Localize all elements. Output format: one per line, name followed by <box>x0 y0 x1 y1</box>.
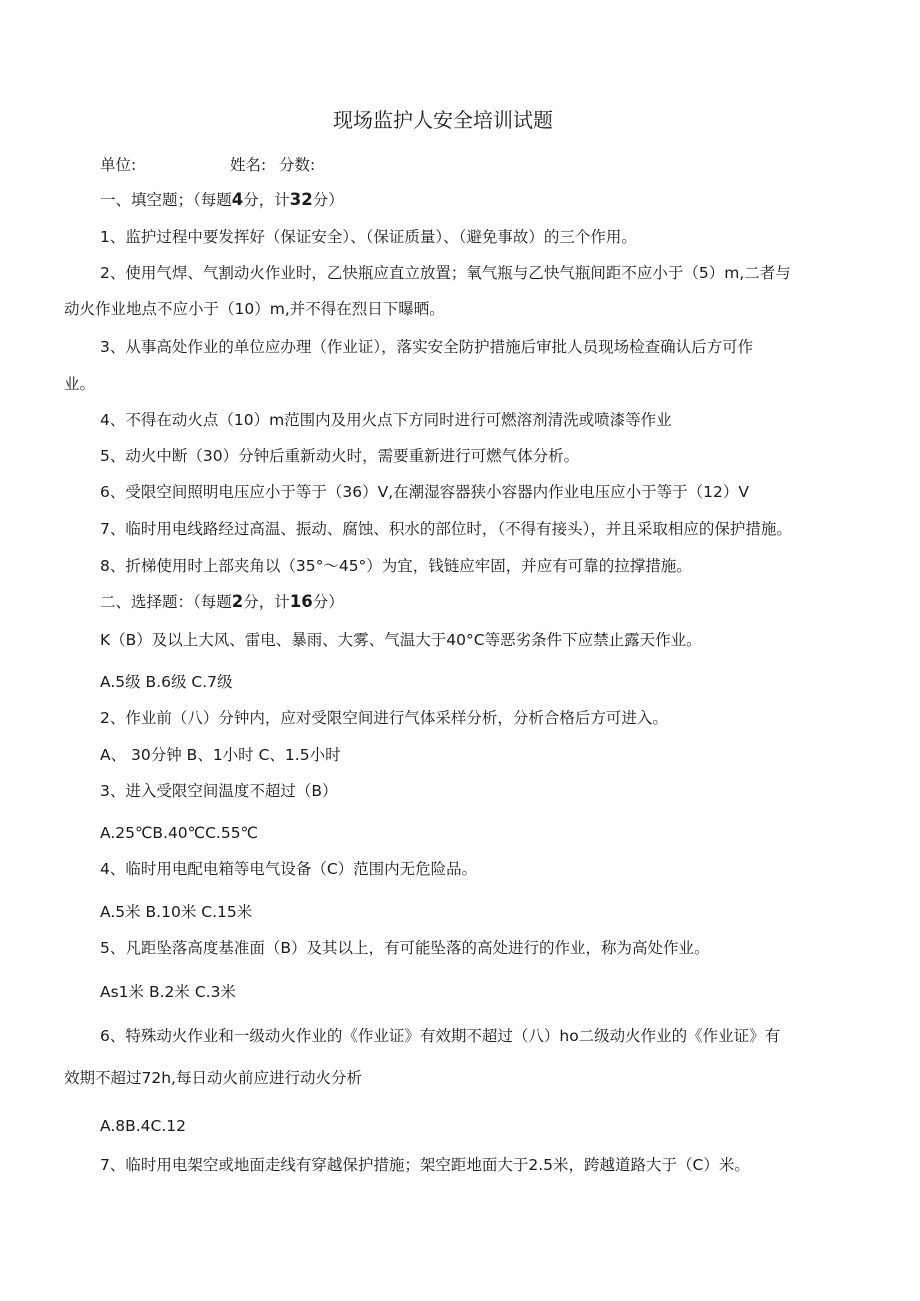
section-heading-choice <box>100 591 344 613</box>
options-line: A.5级 B.6级 C.7级 <box>100 673 233 691</box>
heading-post: 分） <box>312 191 344 209</box>
question-line: 3、从事高处作业的单位应办理（作业证），落实安全防护措施后审批人员现场检查确认后方可作 <box>100 338 754 356</box>
question-line: 5、凡距坠落高度基准面（B）及其以上，有可能坠落的高处进行的作业，称为高处作业。 <box>100 939 710 957</box>
points-total: 32 <box>289 190 313 209</box>
question-line: 8、折梯使用时上部夹角以（35°〜45°）为宜，钱链应牢固，并应有可靠的拉撑措施。 <box>100 557 692 575</box>
question-line: 1、监护过程中要发挥好（保证安全）、（保证质量）、（避免事故）的三个作用。 <box>100 228 637 246</box>
question-line: 6、特殊动火作业和一级动火作业的《作业证》有效期不超过（八）ho二级动火作业的《作业证》有 <box>100 1027 781 1045</box>
question-line: 效期不超过72h,每日动火前应进行动火分析 <box>64 1069 362 1087</box>
points-each: 4 <box>231 190 244 209</box>
options-line: As1米 B.2米 C.3米 <box>100 983 236 1001</box>
question-line: K（B）及以上大风、雷电、暴雨、大雾、气温大于40°C等恶劣条件下应禁止露天作业。 <box>100 631 702 649</box>
question-line: 3、进入受限空间温度不超过（B） <box>100 782 338 800</box>
page-title: 现场监护人安全培训试题 <box>333 108 553 132</box>
question-line: 2、作业前（八）分钟内，应对受限空间进行气体采样分析，分析合格后方可进入。 <box>100 709 668 727</box>
heading-post: 分） <box>312 593 344 611</box>
score-label: 分数: <box>279 156 316 174</box>
name-label: 姓名: <box>230 156 267 174</box>
question-line: 7、临时用电线路经过高温、振动、腐蚀、积水的部位时，（不得有接头），并且采取相应的保护措施。 <box>100 520 792 538</box>
options-line: A.5米 B.10米 C.15米 <box>100 903 253 921</box>
question-line: 5、动火中断（30）分钟后重新动火时，需要重新进行可燃气体分析。 <box>100 447 580 465</box>
options-line: A.8B.4C.12 <box>100 1117 187 1135</box>
points-each: 2 <box>231 592 244 611</box>
question-line: 6、受限空间照明电压应小于等于（36）V,在潮湿容器狭小容器内作业电压应小于等于（12）V <box>100 483 749 501</box>
options-line: A、 30分钟 B、1小时 C、1.5小时 <box>100 746 341 764</box>
section-heading-fill-in <box>100 189 344 211</box>
question-line: 4、临时用电配电箱等电气设备（C）范围内无危险品。 <box>100 860 478 878</box>
question-line: 业。 <box>64 375 96 393</box>
options-line: A.25℃B.40℃C.55℃ <box>100 824 258 842</box>
heading-mid: 分，计 <box>243 191 290 209</box>
question-line: 4、不得在动火点（10）m范围内及用火点下方同时进行可燃溶剂清洗或喷漆等作业 <box>100 411 672 429</box>
unit-label: 单位: <box>100 156 137 174</box>
heading-pre: 二、选择题：（每题 <box>100 593 232 611</box>
points-total: 16 <box>289 592 313 611</box>
question-line: 动火作业地点不应小于（10）m,并不得在烈日下曝晒。 <box>64 300 445 318</box>
question-line: 7、临时用电架空或地面走线有穿越保护措施；架空距地面大于2.5米，跨越道路大于（C）米。 <box>100 1156 750 1174</box>
heading-mid: 分，计 <box>243 593 290 611</box>
heading-pre: 一、填空题；（每题 <box>100 191 232 209</box>
question-line: 2、使用气焊、气割动火作业时，乙快瓶应直立放置；氧气瓶与乙快气瓶间距不应小于（5）m,二者与 <box>100 264 791 282</box>
